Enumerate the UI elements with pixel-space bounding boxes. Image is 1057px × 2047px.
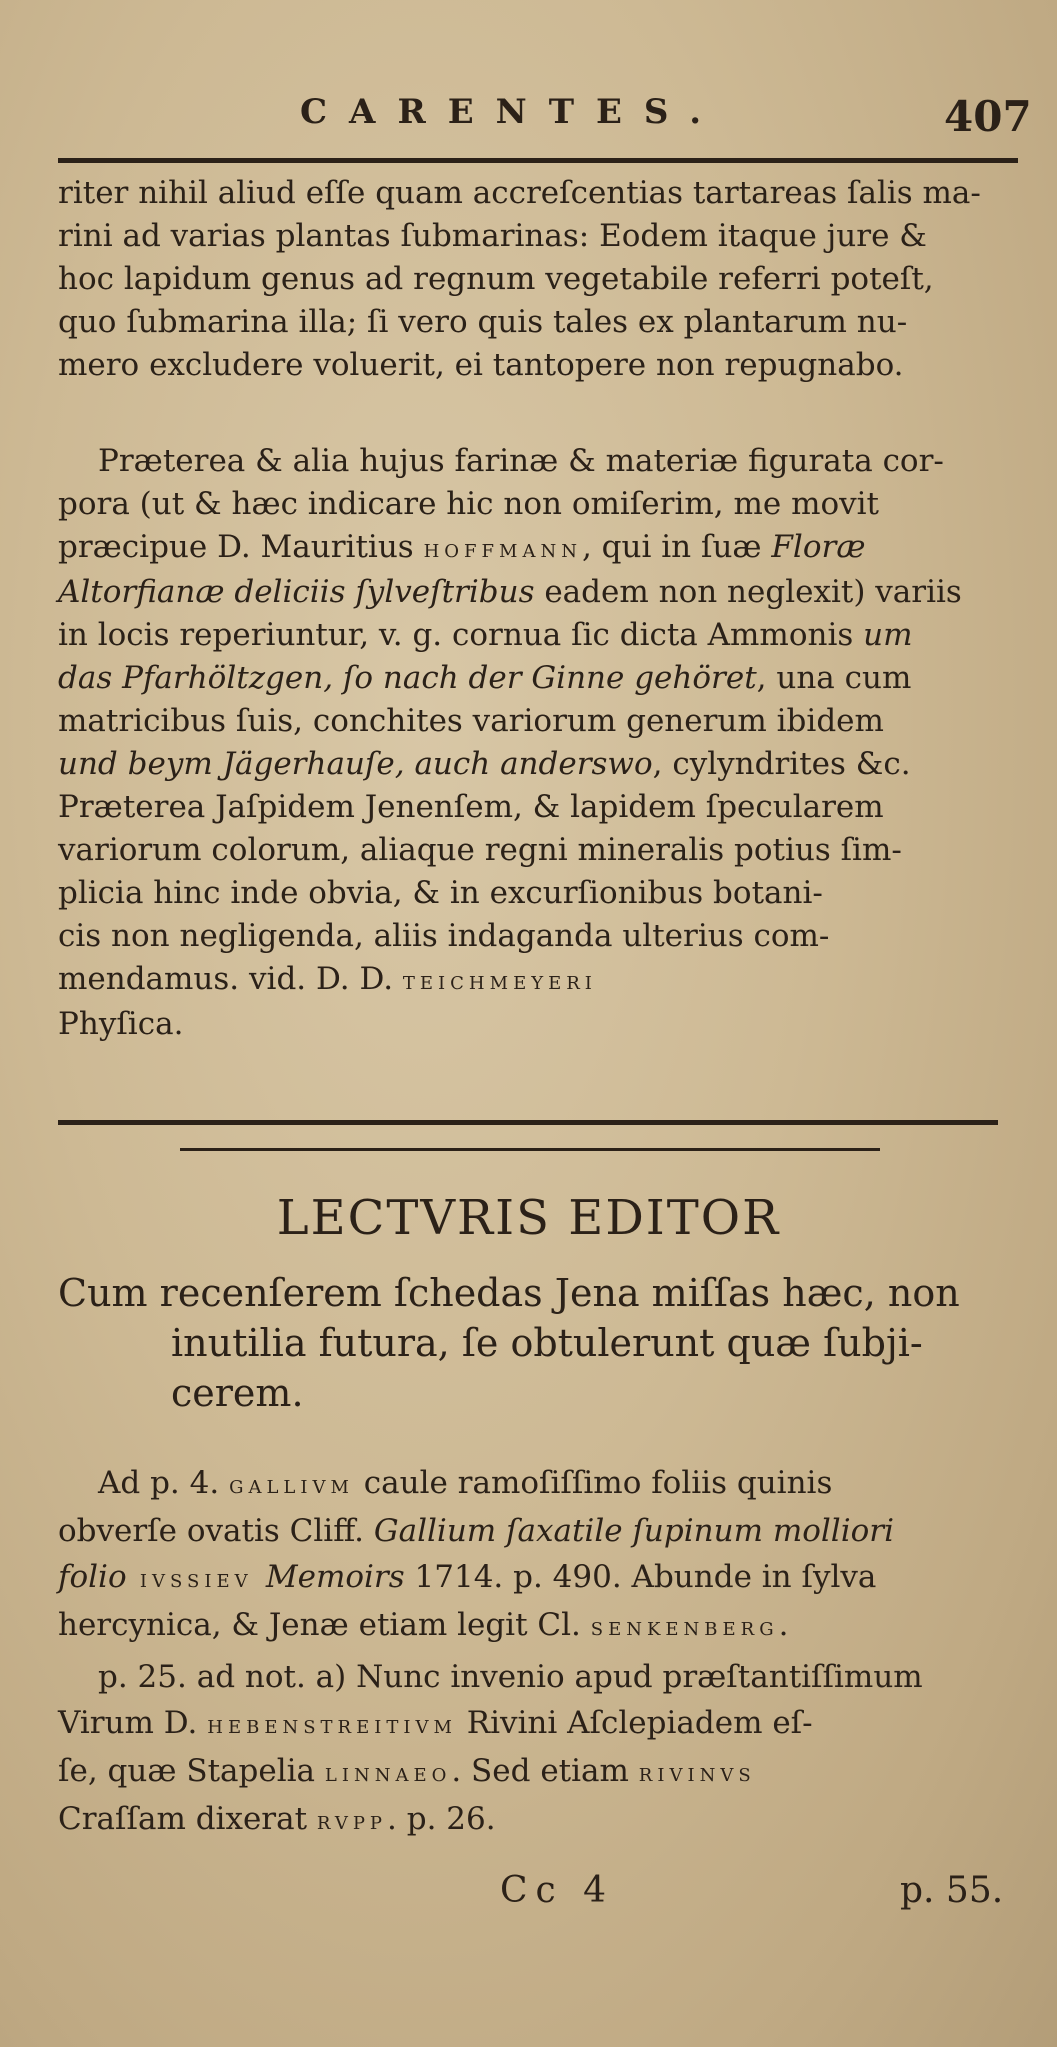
text-run: Craſſam dixerat <box>58 1801 317 1837</box>
text-line <box>58 614 1018 657</box>
text-line: quo ſubmarina illa; ſi vero quis tales ex plantarum nu- <box>58 304 908 340</box>
paragraph-2 <box>58 440 1018 1046</box>
text-line: p. 25. ad not. a) Nunc invenio apud præſtantiſſimum <box>98 1659 923 1695</box>
author-name: rvpp <box>316 1806 388 1836</box>
italic-text: das Pfarhöltzgen, ſo nach der Ginne gehöret <box>58 660 757 696</box>
text-run: . Sed etiam <box>451 1753 639 1789</box>
running-head: CARENTES. <box>300 92 724 132</box>
note-1 <box>58 1460 1018 1650</box>
author-name: linnaeo <box>324 1758 452 1788</box>
text-run: , una cum <box>756 660 912 696</box>
text-run: mendamus. vid. D. D. <box>58 961 403 997</box>
text-line: matricibus ſuis, conchites variorum generum ibidem <box>58 703 884 739</box>
text-line <box>58 1700 1018 1748</box>
text-line <box>58 571 1018 614</box>
text-line <box>58 958 1018 1003</box>
text-line: mero excludere voluerit, ei tantopere non repugnabo. <box>58 347 904 383</box>
text-run: , cylyndrites &c. <box>652 746 911 782</box>
section-rule <box>58 1120 998 1125</box>
text-line <box>58 1602 1018 1650</box>
text-run: ſe, quæ Stapelia <box>58 1753 325 1789</box>
text-run: , qui in ſuæ <box>581 529 772 565</box>
author-name: ivssiev <box>126 1564 266 1594</box>
author-name: teichmeyeri <box>402 966 597 996</box>
text-run: Rivini Aſclepiadem eſ- <box>456 1705 813 1741</box>
italic-text: folio <box>58 1559 127 1595</box>
text-line <box>58 1748 1018 1796</box>
text-line <box>58 1796 1018 1844</box>
italic-text: um <box>863 617 913 653</box>
text-line: plicia hinc inde obvia, & in excurſionibus botani- <box>58 875 823 911</box>
text-line: Præterea & alia hujus farinæ & materiæ figurata cor- <box>98 443 944 479</box>
author-name: hebenstreitivm <box>207 1710 457 1740</box>
text-run: . p. 26. <box>387 1801 496 1837</box>
page-number: 407 <box>944 92 1032 141</box>
text-run: præcipue D. Mauritius <box>58 529 424 565</box>
section-heading: LECTVRIS EDITOR <box>276 1190 781 1246</box>
text-run: caule ramoſiſſimo foliis quinis <box>353 1465 833 1501</box>
text-line <box>58 743 1018 786</box>
note-2 <box>58 1654 1018 1844</box>
text-line: cerem. <box>171 1371 304 1415</box>
author-name: senkenberg <box>590 1612 779 1642</box>
text-run: eadem non neglexit) variis <box>534 574 962 610</box>
italic-title: Floræ <box>771 529 866 565</box>
section-rule-thin <box>180 1148 880 1151</box>
text-line: rini ad varias plantas ſubmarinas: Eodem itaque jure & <box>58 218 927 254</box>
catchword: p. 55. <box>900 1870 1004 1911</box>
text-line <box>58 1554 1018 1602</box>
text-line <box>58 526 1018 571</box>
text-run: 1714. p. 490. Abunde in ſylva <box>404 1559 877 1595</box>
text-line <box>58 657 1018 700</box>
paragraph-1 <box>58 172 1018 387</box>
plant-name: gallivm <box>229 1470 354 1500</box>
text-line: hoc lapidum genus ad regnum vegetabile referri poteſt, <box>58 261 934 297</box>
italic-text: und beym Jägerhauſe, auch anderswo <box>58 746 653 782</box>
text-line: Præterea Jaſpidem Jenenſem, & lapidem ſpecularem <box>58 789 884 825</box>
author-name: hoffmann <box>423 534 582 564</box>
text-run: obverſe ovatis Cliff. <box>58 1513 374 1549</box>
text-line: variorum colorum, aliaque regni mineralis potius ſim- <box>58 832 902 868</box>
text-line: pora (ut & hæc indicare hic non omiſerim, me movit <box>58 486 880 522</box>
text-run: hercynica, & Jenæ etiam legit Cl. <box>58 1607 591 1643</box>
text-run: in locis reperiuntur, v. g. cornua ſic dicta Ammonis <box>58 617 864 653</box>
text-line: Cum recenſerem ſchedas Jena miſſas hæc, non <box>58 1271 960 1315</box>
text-line: inutilia futura, ſe obtulerunt quæ ſubji- <box>171 1321 923 1365</box>
text-line: Phyſica. <box>58 1006 184 1042</box>
text-line: cis non negligenda, aliis indaganda ulterius com- <box>58 918 830 954</box>
text-run: . <box>778 1607 789 1643</box>
italic-title: Altorfianæ deliciis ſylveſtribus <box>58 574 535 610</box>
italic-text: Memoirs <box>265 1559 405 1595</box>
text-line <box>58 1460 1018 1508</box>
signature-mark: Cc 4 <box>500 1870 615 1911</box>
author-name: rivinvs <box>638 1758 756 1788</box>
text-line <box>58 1508 1018 1554</box>
text-run: Ad p. 4. <box>98 1465 230 1501</box>
editor-intro <box>58 1268 1018 1418</box>
text-run: Virum D. <box>58 1705 208 1741</box>
italic-text: Gallium ſaxatile ſupinum molliori <box>373 1513 895 1549</box>
text-line: riter nihil aliud eſſe quam accreſcentias tartareas ſalis ma- <box>58 175 981 211</box>
header-rule <box>58 158 1018 163</box>
